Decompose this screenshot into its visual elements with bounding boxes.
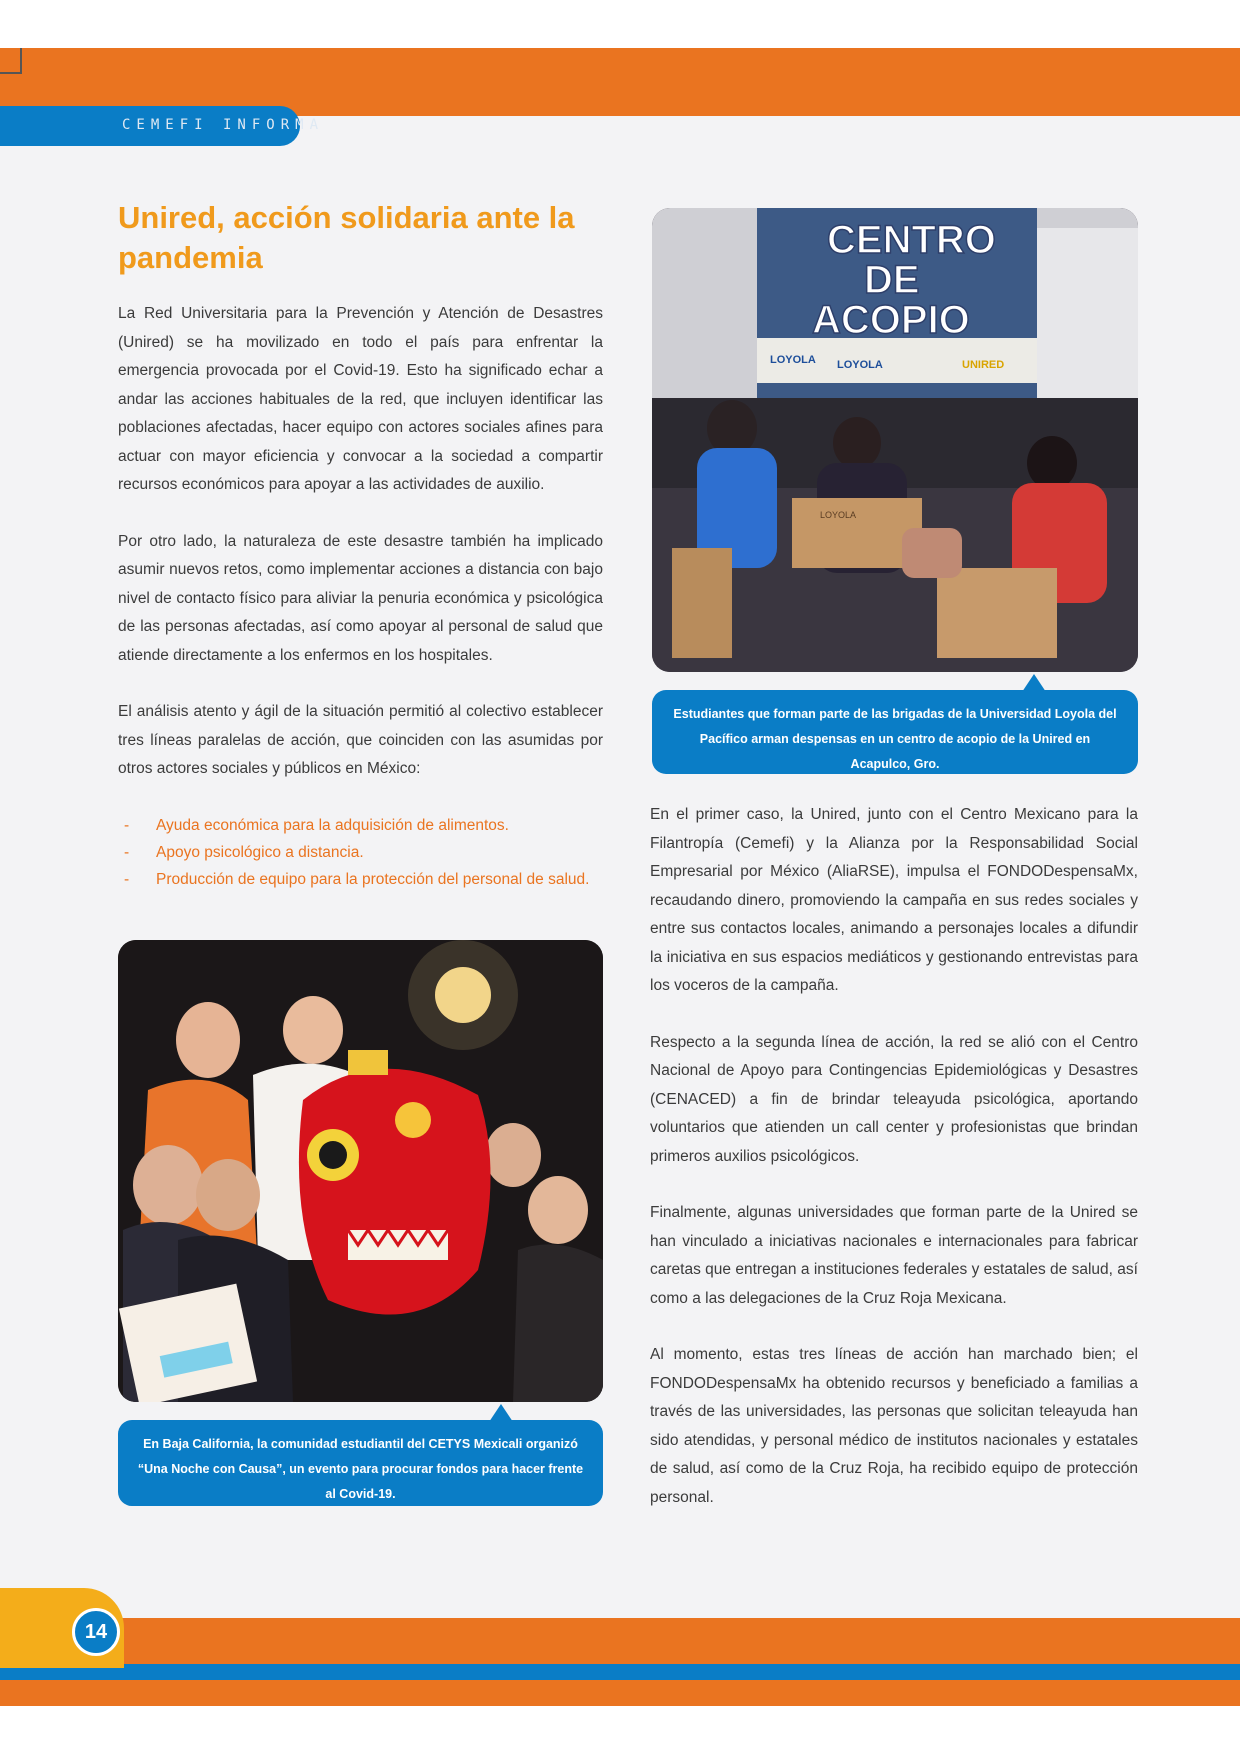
paragraph: El análisis atento y ágil de la situación permitió al colectivo establecer tres líneas paralelas de acción, que coinciden con las asumidas por otros actores sociales y públicos en México: — [118, 703, 603, 777]
paragraph: Al momento, estas tres líneas de acción han marchado bien; el FONDODespensaMx ha obtenido recursos y beneficiado a familias a través de las universidades, las personas que solicitan teleayuda han sido atendidas, y personal médico de institutos nacionales y estatales de salud, así como de la Cruz Roja, ha recibido equipo de protección personal. — [650, 1346, 1138, 1506]
paragraph: Respecto a la segunda línea de acción, la red se alió con el Centro Nacional de Apoyo para Contingencias Epidemiológicas y Desastres (CENACED) a fin de brindar teleayuda psicológica, aportando voluntarios que atienden un call center y profesionistas que brindan primeros auxilios psicológicos. — [650, 1033, 1138, 1165]
crop-mark — [0, 48, 22, 74]
logo-text: LOYOLA — [837, 359, 883, 371]
photo-caption: En Baja California, la comunidad estudiantil del CETYS Mexicali organizó “Una Noche con Causa”, un evento para procurar fondos para hacer frente al Covid-19. — [118, 1420, 603, 1506]
paragraph: Por otro lado, la naturaleza de este desastre también ha implicado asumir nuevos retos, como implementar acciones a distancia con bajo nivel de contacto físico para aliviar la penuria económica y psicológica de las personas afectadas, así como apoyar al personal de salud que atiende directamente a los enfermos en los hospitales. — [118, 532, 603, 664]
right-column — [650, 801, 1138, 1540]
lion-dance-illustration — [118, 940, 603, 1402]
article-title: Unired, acción solidaria ante la pandemia — [118, 200, 575, 275]
list-item: - Apoyo psicológico a distancia. — [118, 839, 603, 866]
footer-band — [0, 1618, 1240, 1664]
acopio-photo — [652, 208, 1138, 672]
screen-text-1: CENTRO — [827, 218, 996, 262]
logo-text: LOYOLA — [770, 354, 816, 366]
photo-caption: Estudiantes que forman parte de las brigadas de la Universidad Loyola del Pacífico arman despensas en un centro de acopio de la Unired en Acapulco, Gro. — [652, 690, 1138, 774]
page-number: 14 — [72, 1608, 120, 1656]
left-column — [118, 300, 603, 893]
footer-band-lower — [0, 1680, 1240, 1706]
list-item: - Ayuda económica para la adquisición de alimentos. — [118, 812, 603, 839]
screen-text-2: DE — [864, 258, 920, 302]
screen-text-3: ACOPIO — [812, 298, 970, 342]
bottom-margin — [0, 1706, 1240, 1755]
paragraph: La Red Universitaria para la Prevención y Atención de Desastres (Unired) se ha movilizado en todo el país para enfrentar la emergencia provocada por el Covid-19. Esto ha significado echar a andar las acciones habituales de la red, que incluyen identificar las poblaciones afectadas, hacer equipo con actores sociales afines para actuar con mayor eficiencia y convocar a la sociedad a compartir recursos económicos para apoyar a las actividades de auxilio. — [118, 305, 603, 493]
paragraph: Finalmente, algunas universidades que forman parte de la Unired se han vinculado a iniciativas nacionales e internacionales para fabricar caretas que entregan a instituciones federales y estatales de salud, así como a las delegaciones de la Cruz Roja Mexicana. — [650, 1204, 1138, 1307]
footer-stripe — [0, 1664, 1240, 1680]
paragraph: En el primer caso, la Unired, junto con el Centro Mexicano para la Filantropía (Cemefi) y la Alianza por la Responsabilidad Social Empresarial por México (AliaRSE), impulsa el FONDODespensaMx, recaudando dinero, promoviendo la campaña en sus redes sociales y entre sus contactos locales, animando a personajes locales a difundir la iniciativa en sus espacios mediáticos y gestionando entrevistas para los voceros de la campaña. — [650, 806, 1138, 994]
top-margin — [0, 0, 1240, 48]
acopio-illustration — [652, 208, 1138, 672]
action-lines-list — [118, 812, 603, 893]
lion-dance-photo — [118, 940, 603, 1402]
logo-text: UNIRED — [962, 359, 1005, 371]
box-label: LOYOLA — [820, 510, 857, 520]
section-label: CEMEFI INFORMA — [122, 117, 325, 133]
list-item: - Producción de equipo para la protección del personal de salud. — [118, 866, 603, 893]
